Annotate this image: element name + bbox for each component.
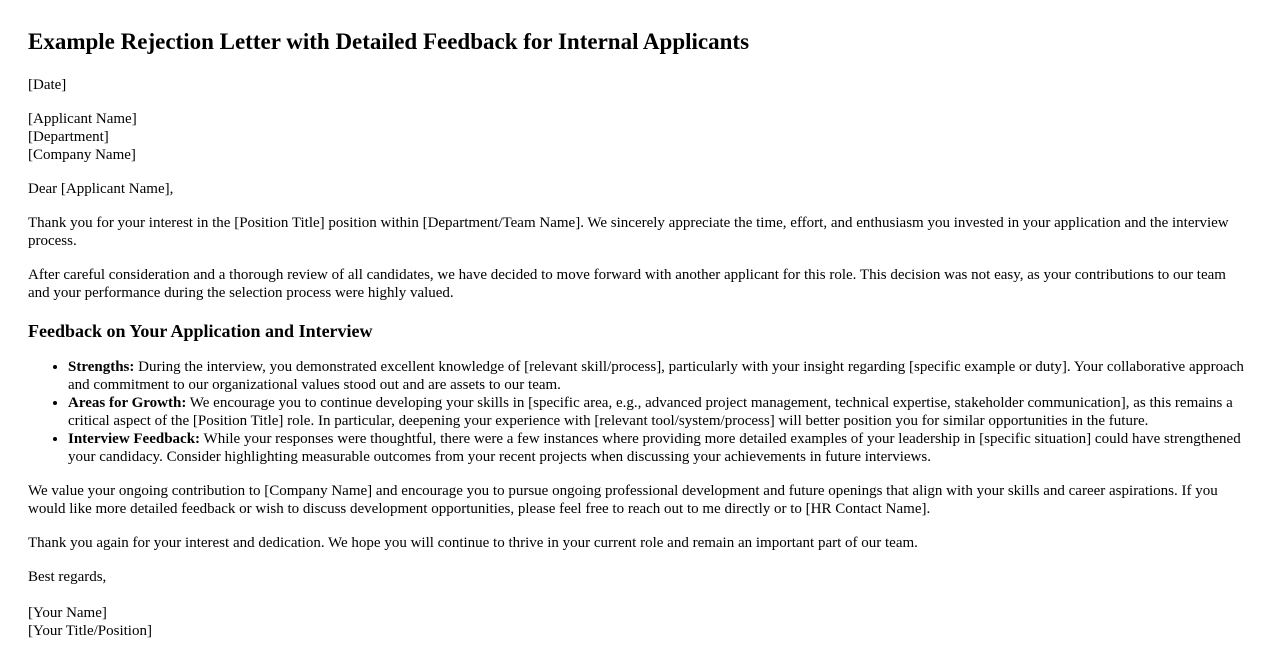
feedback-section [28,320,1248,466]
paragraph-intro: Thank you for your interest in the [Position Title] position within [Department/Team Name]. We sincerely appreciate the time, effort, and enthusiasm you invested in your application and the interview process. [28,215,1229,249]
letter-date: [Date] [28,77,67,93]
recipient-company: [Company Name] [28,147,136,163]
feedback-label: Strengths: [68,359,135,375]
paragraph-thanks: Thank you again for your interest and dedication. We hope you will continue to thrive in your current role and remain an important part of our team. [28,535,918,551]
recipient-name: [Applicant Name] [28,111,137,127]
feedback-label: Interview Feedback: [68,431,201,447]
salutation: Dear [Applicant Name], [28,181,174,197]
list-item [68,430,1248,466]
list-item [68,394,1248,430]
feedback-text: While your responses were thoughtful, there were a few instances where providing more detailed examples of your leadership in [specific situation] could have strengthened your candidacy. Consider highlighting measurable outcomes from your recent projects when discussing your achievements in future interviews. [68,431,1241,465]
signature-title: [Your Title/Position] [28,623,152,639]
feedback-heading: Feedback on Your Application and Interview [28,321,373,341]
recipient-department: [Department] [28,129,109,145]
signature-name: [Your Name] [28,605,107,621]
recipient-block [28,110,1248,164]
page-title: Example Rejection Letter with Detailed Feedback for Internal Applicants [28,29,750,54]
feedback-list [28,358,1248,466]
paragraph-encouragement: We value your ongoing contribution to [Company Name] and encourage you to pursue ongoing professional development and future openings that align with your skills and career aspirations. If you would like more detailed feedback or wish to discuss development opportunities, please feel free to reach out to me directly or to [HR Contact Name]. [28,483,1218,517]
feedback-text: During the interview, you demonstrated excellent knowledge of [relevant skill/process], particularly with your insight regarding [specific example or duty]. Your collaborative approach and commitment to our organizational values stood out and are assets to our team. [68,359,1244,393]
feedback-text: We encourage you to continue developing your skills in [specific area, e.g., advanced project management, technical expertise, stakeholder communication], as this remains a critical aspect of the [Position Title] role. In particular, deepening your experience with [relevant tool/system/process] will better position you for similar opportunities in the future. [68,395,1233,429]
letter-document [28,0,1248,640]
feedback-label: Areas for Growth: [68,395,187,411]
signature-block [28,604,1248,640]
closing: Best regards, [28,569,107,585]
paragraph-decision: After careful consideration and a thorough review of all candidates, we have decided to move forward with another applicant for this role. This decision was not easy, as your contributions to our team and your performance during the selection process were highly valued. [28,267,1226,301]
list-item [68,358,1248,394]
